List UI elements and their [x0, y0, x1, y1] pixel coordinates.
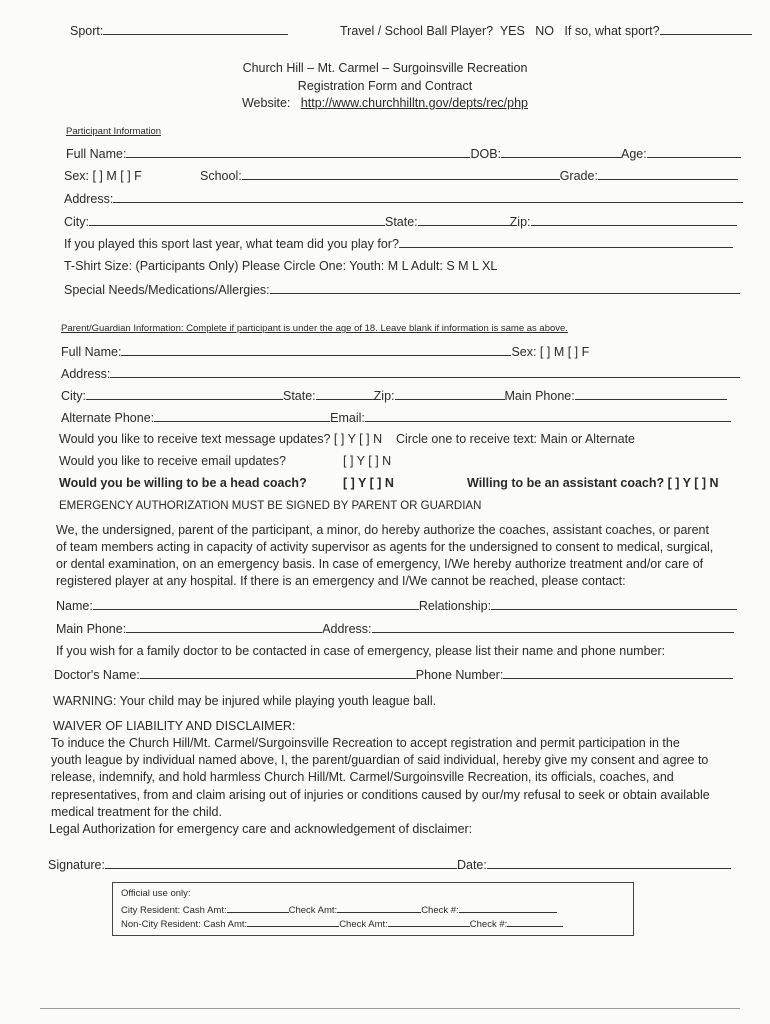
city-cash-label: City Resident: Cash Amt: [121, 905, 227, 916]
guardian-address-field[interactable] [110, 365, 740, 378]
emergency-text-line: We, the undersigned, parent of the participant, a minor, do hereby authorize the coaches, assistant coaches, or parent [56, 523, 709, 537]
special-needs-row [64, 281, 740, 298]
assistant-coach-checkboxes[interactable]: Willing to be an assistant coach? [ ] Y [ ] N [467, 476, 719, 490]
last-year-label: If you played this sport last year, what team did you play for? [64, 237, 399, 251]
guardian-full-name-field[interactable] [121, 343, 511, 356]
emergency-phone-row [56, 620, 734, 637]
guardian-state-field[interactable] [316, 387, 374, 400]
full-name-label: Full Name: [66, 147, 127, 161]
contact-address-field[interactable] [372, 620, 734, 633]
guardian-name-row [61, 343, 589, 360]
website-label: Website: [241, 96, 291, 110]
travel-label: Travel / School Ball Player? [340, 24, 494, 38]
doctor-name-label: Doctor's Name: [54, 668, 140, 682]
relationship-label: Relationship: [418, 599, 492, 613]
guardian-city-field[interactable] [86, 387, 283, 400]
text-updates-checkboxes[interactable]: Would you like to receive text message updates? [ ] Y [ ] N [59, 432, 383, 446]
website-link[interactable]: http://www.churchhilltn.gov/depts/rec/php [300, 96, 529, 110]
guardian-address-row [61, 365, 740, 382]
doctor-intro: If you wish for a family doctor to be contacted in case of emergency, please list their name and phone number: [56, 644, 666, 658]
noncity-cash-label: Non-City Resident: Cash Amt: [121, 919, 248, 930]
emergency-paragraph [56, 522, 713, 590]
city-check-amt-label: Check Amt: [288, 905, 338, 916]
guardian-zip-field[interactable] [395, 387, 505, 400]
doctor-phone-label: Phone Number: [415, 668, 504, 682]
date-field[interactable] [487, 856, 731, 869]
waiver-text-line: To induce the Church Hill/Mt. Carmel/Surgoinsville Recreation to accept registration and permit participation in the [51, 736, 680, 750]
guardian-sex-checkboxes[interactable]: Sex: [ ] M [ ] F [511, 345, 590, 359]
noncity-cash-field[interactable] [247, 917, 339, 927]
guardian-city-row [61, 387, 727, 404]
emergency-text-line: or dental examination, on an emergency basis. In case of emergency, I/We hereby authorize treatment and/or care of [56, 557, 704, 571]
waiver-paragraph [51, 735, 710, 804]
participant-city-row [64, 213, 737, 230]
signature-field[interactable] [105, 856, 457, 869]
sport-row [70, 22, 288, 39]
email-updates-row [59, 453, 391, 469]
email-field[interactable] [365, 409, 731, 422]
text-updates-row [59, 431, 635, 447]
official-use-box [112, 882, 634, 936]
guardian-main-phone-field[interactable] [575, 387, 727, 400]
website-row [0, 95, 770, 111]
zip-field[interactable] [531, 213, 737, 226]
participant-address-row [64, 190, 743, 207]
address-label: Address: [64, 192, 114, 206]
emergency-text-line: of team members acting in capacity of activity supervisor as agents for the undersigned to consent to medical, surgical, [56, 540, 714, 554]
alt-phone-field[interactable] [154, 409, 330, 422]
age-label: Age: [621, 147, 647, 161]
waiver-title: WAIVER OF LIABILITY AND DISCLAIMER: [53, 719, 296, 733]
participant-name-row [66, 145, 741, 162]
legal-authorization: Legal Authorization for emergency care and acknowledgement of disclaimer: [49, 822, 473, 836]
sport-label: Sport: [70, 24, 104, 38]
state-field[interactable] [418, 213, 510, 226]
no-option[interactable]: NO [535, 24, 554, 38]
official-title: Official use only: [121, 888, 191, 899]
relationship-field[interactable] [491, 597, 737, 610]
city-field[interactable] [89, 213, 385, 226]
guardian-main-phone-label: Main Phone: [504, 389, 575, 403]
header-line2: Registration Form and Contract [297, 79, 473, 93]
noncity-check-no-field[interactable] [507, 917, 563, 927]
participant-section-title: Participant Information [66, 126, 162, 137]
contact-phone-field[interactable] [126, 620, 322, 633]
doctor-row [54, 666, 733, 683]
date-label: Date: [456, 858, 487, 872]
email-label: Email: [330, 411, 365, 425]
last-year-row [64, 235, 733, 252]
city-label: City: [64, 215, 89, 229]
waiver-text-line: release, indemnify, and hold harmless Church Hill/Mt. Carmel/Surgoinsville Recreation, its officials, coaches, and [51, 770, 674, 785]
guardian-alt-phone-row [61, 409, 731, 426]
head-coach-checkboxes[interactable]: [ ] Y [ ] N [343, 476, 394, 490]
school-field[interactable] [242, 167, 560, 180]
noncity-check-no-label: Check #: [469, 919, 508, 930]
city-check-no-label: Check #: [421, 905, 459, 916]
noncity-resident-row [121, 917, 563, 931]
head-coach-label: Would you be willing to be a head coach? [59, 476, 307, 490]
city-cash-field[interactable] [227, 903, 289, 913]
bottom-rule [40, 1008, 740, 1009]
city-check-amt-field[interactable] [337, 903, 421, 913]
email-updates-label: Would you like to receive email updates? [59, 454, 286, 468]
special-needs-field[interactable] [270, 281, 740, 294]
email-updates-checkboxes[interactable]: [ ] Y [ ] N [343, 454, 392, 468]
contact-phone-label: Main Phone: [56, 622, 127, 636]
emergency-contact-row [56, 597, 737, 614]
sex-checkboxes[interactable]: Sex: [ ] M [ ] F [64, 169, 142, 183]
signature-row [48, 856, 731, 873]
yes-option[interactable]: YES [499, 24, 525, 38]
what-sport-field[interactable] [660, 22, 752, 35]
if-so-label: If so, what sport? [564, 24, 660, 38]
dob-label: DOB: [470, 147, 501, 161]
contact-name-label: Name: [56, 599, 93, 613]
special-needs-label: Special Needs/Medications/Allergies: [64, 283, 270, 297]
sport-field[interactable] [103, 22, 288, 35]
emergency-title: EMERGENCY AUTHORIZATION MUST BE SIGNED BY PARENT OR GUARDIAN [59, 500, 482, 512]
contact-name-field[interactable] [93, 597, 419, 610]
guardian-state-label: State: [283, 389, 316, 403]
dob-field[interactable] [501, 145, 621, 158]
waiver-text-end: medical treatment for the child. [51, 805, 222, 819]
zip-label: Zip: [509, 215, 531, 229]
noncity-check-amt-label: Check Amt: [339, 919, 388, 930]
grade-field[interactable] [598, 167, 738, 180]
coach-row [59, 475, 719, 491]
age-field[interactable] [647, 145, 741, 158]
contact-address-label: Address: [322, 622, 372, 636]
signature-label: Signature: [48, 858, 105, 872]
noncity-check-amt-field[interactable] [388, 917, 470, 927]
guardian-full-name-label: Full Name: [61, 345, 122, 359]
participant-sex-row [64, 167, 738, 184]
grade-label: Grade: [559, 169, 598, 183]
city-check-no-field[interactable] [459, 903, 557, 913]
circle-text-option[interactable]: Circle one to receive text: Main or Alternate [396, 432, 636, 446]
city-resident-row [121, 903, 557, 917]
guardian-address-label: Address: [61, 367, 111, 381]
doctor-name-field[interactable] [140, 666, 416, 679]
warning-text: WARNING: Your child may be injured while playing youth league ball. [53, 694, 437, 708]
tshirt-row[interactable]: T-Shirt Size: (Participants Only) Please Circle One: Youth: M L Adult: S M L XL [64, 259, 498, 273]
alt-phone-label: Alternate Phone: [61, 411, 155, 425]
full-name-field[interactable] [126, 145, 470, 158]
header-line1: Church Hill – Mt. Carmel – Surgoinsville Recreation [242, 61, 528, 75]
waiver-text-line: youth league by individual named above, I, the parent/guardian of said individual, hereby give my consent and agree to [51, 753, 709, 768]
waiver-text-line: representatives, from and claim arising out of injuries or conditions caused by our/my refusal to seek or obtain available [51, 787, 710, 802]
last-year-field[interactable] [399, 235, 733, 248]
emergency-text-line: registered player at any hospital. If there is an emergency and I/We cannot be reached, please contact: [56, 574, 626, 588]
guardian-section-title: Parent/Guardian Information: Complete if participant is under the age of 18. Leave blank if information is same as above. [61, 323, 568, 334]
guardian-zip-label: Zip: [373, 389, 395, 403]
doctor-phone-field[interactable] [503, 666, 733, 679]
school-label: School: [200, 169, 242, 183]
guardian-city-label: City: [61, 389, 86, 403]
state-label: State: [385, 215, 418, 229]
travel-row [340, 22, 752, 39]
address-field[interactable] [113, 190, 743, 203]
